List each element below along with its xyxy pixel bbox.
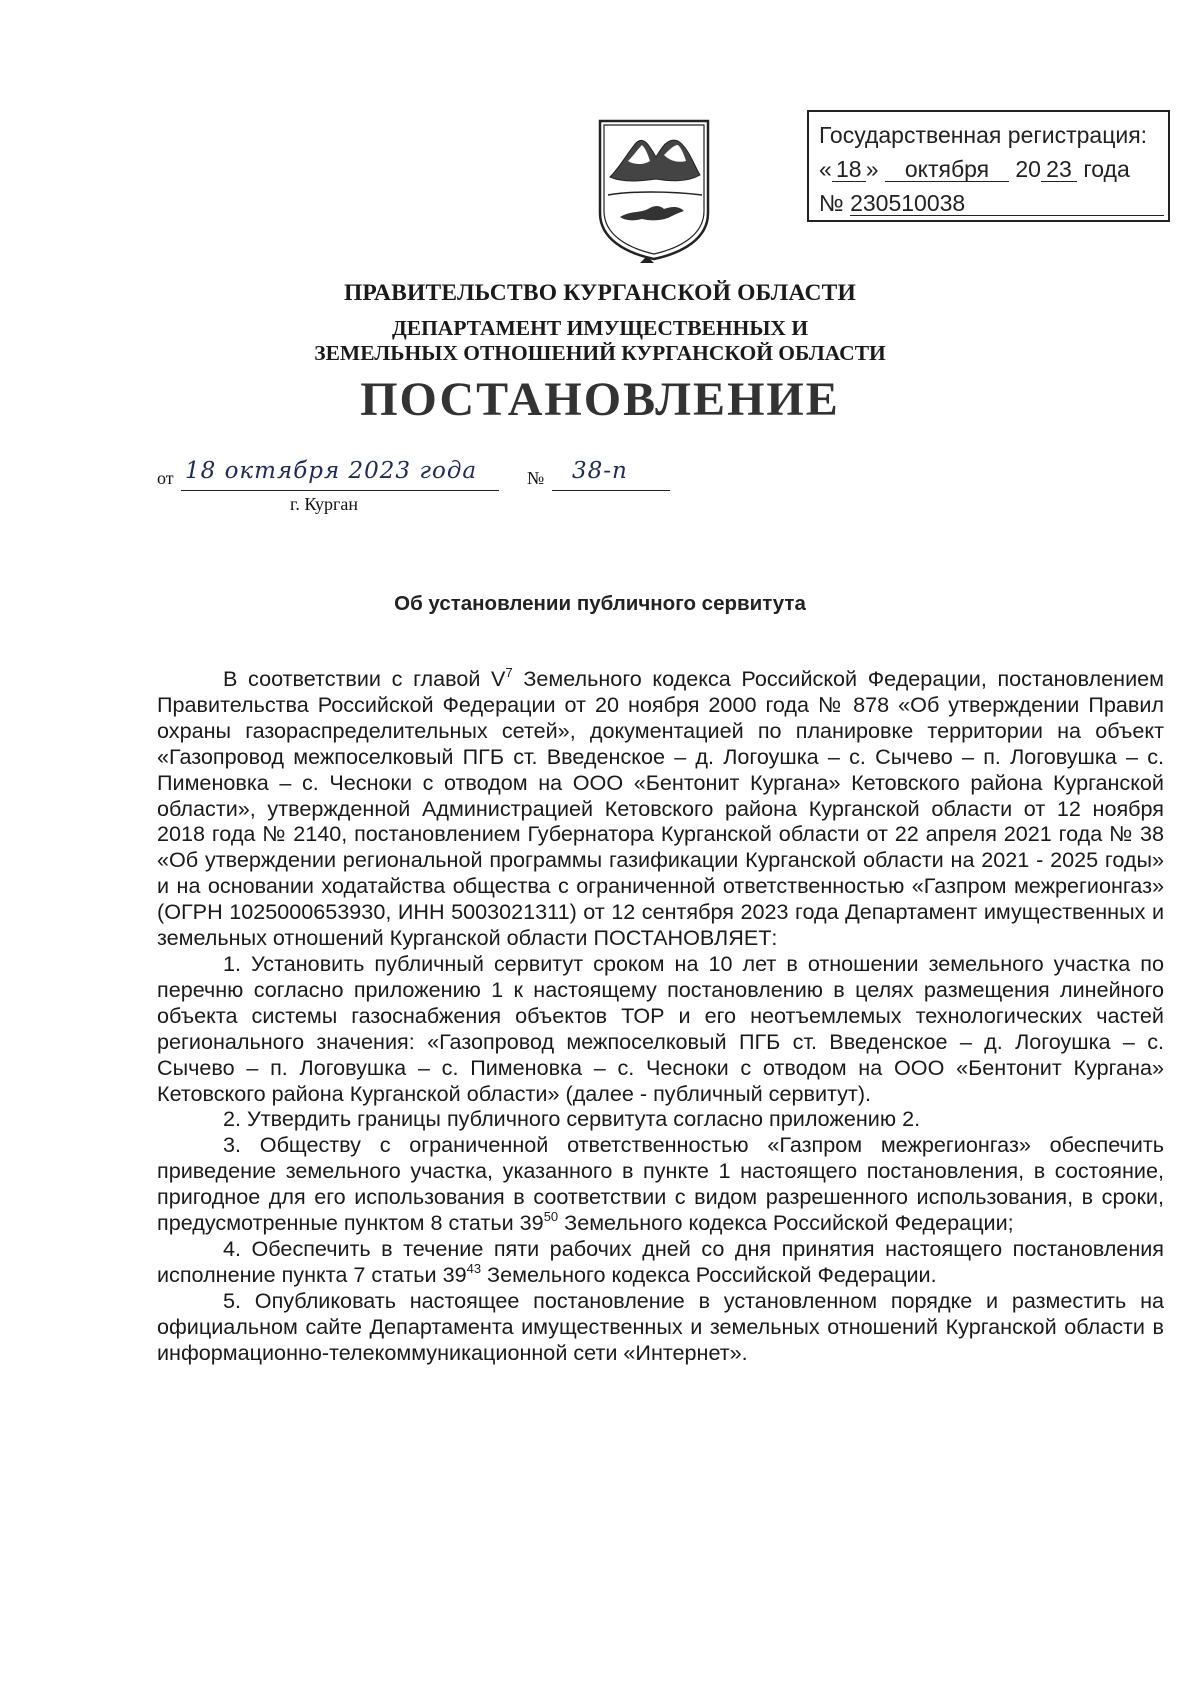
document-type: ПОСТАНОВЛЕНИЕ	[360, 373, 840, 426]
government-name: ПРАВИТЕЛЬСТВО КУРГАНСКОЙ ОБЛАСТИ	[343, 280, 857, 306]
article-superscript-50: 50	[543, 1208, 559, 1224]
registration-year-suffix: 23	[1041, 157, 1077, 182]
state-registration-stamp	[807, 110, 1170, 222]
document-body	[157, 666, 1164, 1365]
clause-2: 2. Утвердить границы публичного сервитута согласно приложению 2.	[223, 1106, 921, 1132]
date-underline	[181, 490, 499, 491]
clause-4-text-b: Земельного кодекса Российской Федерации.	[481, 1261, 937, 1287]
from-label: от	[157, 468, 174, 488]
number-label: №	[527, 468, 545, 488]
article-superscript-43: 43	[466, 1260, 482, 1276]
registration-number: 230510038	[850, 191, 1164, 216]
clause-3	[157, 1132, 1164, 1236]
handwritten-number: 38-п	[572, 458, 628, 484]
registration-number-line	[819, 186, 1160, 220]
preamble-text-a: В соответствии с главой V	[223, 666, 506, 691]
preamble-text-b: Земельного кодекса Российской Федерации, постановлением Правительства Российской Федерации от 20 ноября 2000 года № 878 «Об утверждении Правил охраны газораспределительных сетей», документацией по планировке территории на объект «Газопровод межпоселковый ПГБ ст. Введенское – д. Логоушка – с. Сычево – п. Логовушка – с. Пименовка – с. Чесноки с отводом на ООО «Бентонит Кургана» Кетовского района Курганской области», утвержденной Администрацией Кетовского района Курганской области от 12 ноября 2018 года № 2140, постановлением Губернатора Курганской области от 22 апреля 2021 года № 38 «Об утверждении региональной программы газификации Курганской области на 2021 - 2025 годы» и на основании ходатайства общества с ограниченной ответственностью «Газпром межрегионгаз» (ОГРН 1025000653930, ИНН 5003021311) от 12 сентября 2023 года Департамент имущественных и земельных отношений Курганской области ПОСТАНОВЛЯЕТ:	[157, 666, 1164, 951]
clause-4	[157, 1236, 1164, 1288]
department-name-line1: ДЕПАРТАМЕНТ ИМУЩЕСТВЕННЫХ И	[391, 316, 809, 340]
chapter-superscript: 7	[505, 664, 513, 680]
clause-3-text-a: 3. Обществу с ограниченной ответственностью «Газпром межрегионгаз» обеспечить приведение земельного участка, указанного в пункте 1 настоящего постановления, в состояние, пригодное для его использования в соответствии с видом разрешенного использования, в сроки, предусмотренные пунктом 8 статьи 39	[157, 1132, 1164, 1236]
clause-5: 5. Опубликовать настоящее постановление в установленном порядке и разместить на официальном сайте Департамента имущественных и земельных отношений Курганской области в информационно-телекоммуникационной сети «Интернет».	[157, 1287, 1164, 1365]
registration-year-word: года	[1083, 156, 1130, 182]
city: г. Курган	[290, 494, 359, 514]
clause-3-text-b: Земельного кодекса Российской Федерации;	[558, 1210, 1014, 1236]
department-name-line2: ЗЕМЕЛЬНЫХ ОТНОШЕНИЙ КУРГАНСКОЙ ОБЛАСТИ	[314, 341, 886, 365]
number-underline	[552, 490, 670, 491]
coat-of-arms-icon	[590, 117, 718, 265]
handwritten-date: 18 октября 2023 года	[185, 458, 478, 484]
document-title: Об установлении публичного сервитута	[394, 592, 806, 615]
registration-day: 18	[832, 157, 866, 182]
registration-date	[819, 152, 1160, 186]
registration-title: Государственная регистрация:	[819, 122, 1148, 148]
preamble-paragraph	[157, 666, 1164, 951]
registration-month: октября	[885, 157, 1009, 182]
clause-4-text-a: 4. Обеспечить в течение пяти рабочих дней со дня принятия настоящего постановления исполнение пункта 7 статьи 39	[157, 1235, 1164, 1287]
clause-1: 1. Установить публичный сервитут сроком на 10 лет в отношении земельного участка по перечню согласно приложению 1 к настоящему постановлению в целях размещения линейного объекта системы газоснабжения объектов ТОР и его неотъемлемых технологических частей регионального значения: «Газопровод межпоселковый ПГБ ст. Введенское – д. Логоушка – с. Сычево – п. Логовушка – с. Пименовка – с. Чесноки с отводом на ООО «Бентонит Кургана» Кетовского района Курганской области» (далее - публичный сервитут).	[157, 950, 1164, 1106]
registration-quote-close: »	[865, 156, 879, 182]
registration-number-sign: №	[819, 190, 844, 216]
registration-year-prefix: 20	[1015, 156, 1041, 182]
registration-quote-open: «	[819, 156, 832, 182]
